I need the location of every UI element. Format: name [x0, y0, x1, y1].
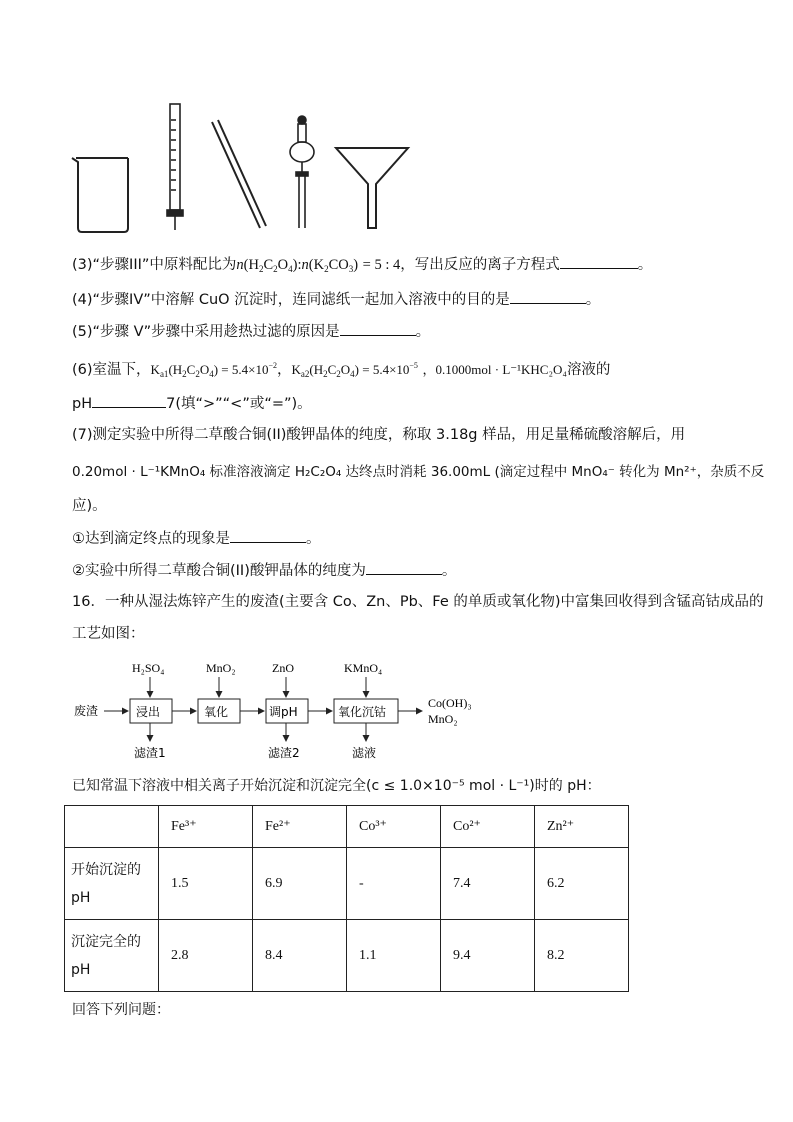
row-label-line-2: pH	[71, 961, 91, 978]
q5-end: 。	[415, 324, 431, 340]
q3-end: 。	[637, 257, 653, 273]
q3-ratio-value: = 5 : 4	[362, 257, 401, 273]
q7-sub2-text: ②实验中所得二草酸合铜(II)酸钾晶体的纯度为	[72, 563, 366, 579]
table-header-cell: Co²⁺	[441, 806, 535, 848]
table-row	[65, 848, 629, 920]
question-5	[72, 321, 430, 342]
lab-apparatus-figure	[70, 100, 510, 240]
burette-icon	[167, 104, 183, 230]
q6-line1-suffix: 溶液的	[566, 362, 611, 378]
table-row-label	[65, 848, 159, 920]
q6-prefix: (6)室温下，	[72, 362, 151, 378]
flow-step: 调pH	[269, 705, 298, 719]
known-condition-text: 已知常温下溶液中相关离子开始沉淀和沉淀完全(c ≤ 1.0×10⁻⁵ mol · L⁻¹)时的 pH：	[72, 778, 601, 794]
process-flow-diagram	[70, 655, 510, 765]
question-7-line-3: 应)。	[72, 498, 107, 514]
flow-byproduct: 滤渣2	[268, 746, 300, 760]
separatory-funnel-icon	[290, 116, 314, 228]
precipitation-ph-table	[64, 805, 629, 992]
q3-sep: :	[297, 257, 302, 273]
table-header-cell: Zn²⁺	[535, 806, 629, 848]
q4-text: (4)“步骤IV”中溶解 CuO 沉淀时，连同滤纸一起加入溶液中的目的是	[72, 292, 510, 308]
q3-suffix: ，写出反应的离子方程式	[400, 257, 560, 273]
funnel-icon	[336, 148, 408, 228]
table-header-cell: Fe²⁺	[253, 806, 347, 848]
q7-sub1-text: ①达到滴定终点的现象是	[72, 531, 230, 547]
question-6-line-1: (6)室温下，$K_{a1}(H_2C_2O_4) = 5.4\times 10^{-2}$，$K_{a2}(H_2C_2O_4) = 5.4\times 10^{-5}$ ，0.1000mol · L⁻¹KHC₂O₄溶液的	[72, 361, 611, 379]
table-corner-cell	[65, 806, 159, 848]
table-cell: 6.9	[253, 848, 347, 920]
table-cell: 1.5	[159, 848, 253, 920]
question-6-line-2	[72, 393, 312, 414]
flow-step: 氧化沉钴	[338, 705, 387, 719]
flow-reagent: ZnO	[272, 661, 294, 675]
answer-blank-q7-1[interactable]	[230, 528, 306, 543]
q7-sub2-end: 。	[441, 563, 457, 579]
question-7-line-2: 0.20mol · L⁻¹KMnO₄ 标准溶液滴定 H₂C₂O₄ 达终点时消耗 36.00mL (滴定过程中 MnO₄⁻ 转化为 Mn²⁺，杂质不反	[72, 464, 765, 480]
flow-step: 氧化	[204, 705, 229, 719]
q4-end: 。	[585, 292, 601, 308]
table-header-cell: Fe³⁺	[159, 806, 253, 848]
table-row	[65, 920, 629, 992]
flow-start: 废渣	[74, 704, 99, 718]
q6-line2-suffix: 7(填“>”“<”或“=”)。	[166, 396, 312, 412]
q5-text: (5)“步骤 V”步骤中采用趁热过滤的原因是	[72, 324, 340, 340]
answer-blank-q7-2[interactable]	[366, 560, 442, 575]
flow-reagent: H₂SO₄	[132, 661, 165, 675]
row-label-line-1: 开始沉淀的	[71, 861, 141, 878]
table-cell: 8.2	[535, 920, 629, 992]
q7-sub1-end: 。	[306, 531, 321, 547]
question-7-line-1: (7)测定实验中所得二草酸合铜(II)酸钾晶体的纯度，称取 3.18g 样品，用足量稀硫酸溶解后，用	[72, 427, 686, 443]
question-16-line-1: 16．一种从湿法炼锌产生的废渣(主要含 Co、Zn、Pb、Fe 的单质或氧化物)中富集回收得到含锰高钴成品的	[72, 594, 764, 610]
q6-comma: ，	[276, 362, 292, 378]
row-label-line-1: 沉淀完全的	[71, 933, 141, 950]
answer-blank-q4[interactable]	[510, 289, 586, 304]
flow-reagent: MnO₂	[206, 661, 236, 675]
answer-prompt: 回答下列问题：	[72, 1002, 170, 1018]
question-3: (3)“步骤III”中原料配比为$n(H_2C_2O_4):n(K_2CO_3) = 5$ : 4，写出反应的离子方程式 。	[72, 254, 652, 279]
flow-step: 浸出	[136, 705, 161, 719]
row-label-line-2: pH	[71, 889, 91, 906]
question-7-sub-1	[72, 528, 321, 549]
table-row-label	[65, 920, 159, 992]
beaker-icon	[72, 158, 128, 232]
table-header-cell: Co³⁺	[347, 806, 441, 848]
table-cell: 7.4	[441, 848, 535, 920]
table-cell: 9.4	[441, 920, 535, 992]
q6-solution: ，0.1000mol · L⁻¹KHC₂O₄	[422, 362, 567, 377]
answer-blank-q3[interactable]	[560, 254, 638, 269]
flow-product: Co(OH)₃	[428, 696, 472, 710]
table-cell: -	[347, 848, 441, 920]
flow-byproduct: 滤渣1	[134, 746, 166, 760]
question-7-sub-2	[72, 560, 456, 581]
flow-byproduct: 滤液	[352, 746, 377, 760]
table-cell: 8.4	[253, 920, 347, 992]
table-header-row	[65, 806, 629, 848]
table-cell: 2.8	[159, 920, 253, 992]
glass-rod-icon	[212, 120, 266, 228]
table-cell: 1.1	[347, 920, 441, 992]
q3-prefix: (3)“步骤III”中原料配比为	[72, 257, 237, 273]
flow-product: MnO₂	[428, 712, 458, 726]
question-4	[72, 289, 600, 310]
flow-reagent: KMnO₄	[344, 661, 383, 675]
answer-blank-q5[interactable]	[340, 321, 416, 336]
question-16-line-2: 工艺如图：	[72, 626, 145, 642]
q6-ph: pH	[72, 396, 93, 412]
table-cell: 6.2	[535, 848, 629, 920]
answer-blank-q6[interactable]	[92, 393, 166, 408]
